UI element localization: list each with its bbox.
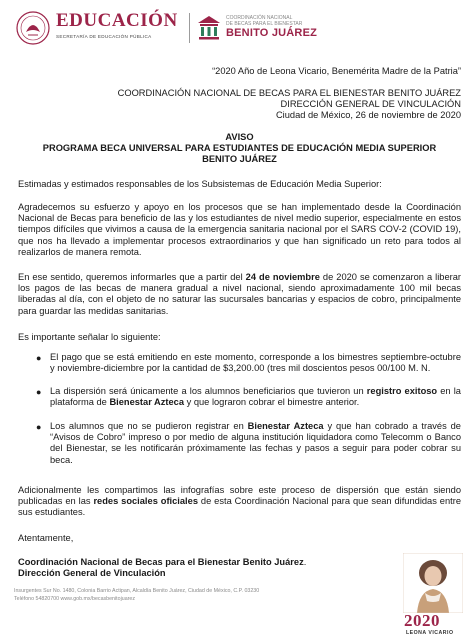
bullet-dot-icon: ● xyxy=(36,353,42,363)
year-motto: “2020 Año de Leona Vicario, Benemérita Madre de la Patria” xyxy=(212,66,461,76)
paragraph-3: Adicionalmente les compartimos las infografías sobre este proceso de dispersión que están siendo publicadas en las redes sociales oficiales de esta Coordinación Nacional para que sean difundidas entre sus estudiantes. xyxy=(18,485,461,518)
program-title: PROGRAMA BECA UNIVERSAL PARA ESTUDIANTES DE EDUCACIÓN MEDIA SUPERIOR xyxy=(42,143,437,153)
bullet-item-3: ● Los alumnos que no se pudieron registrar en Bienestar Azteca y que han cobrado a través de “Avisos de Cobro” impreso o por medio de alguna institución liquidadora como Telecomm o Banco del Bienestar, se les notificarán próximamente las fechas y pasos a seguir para poder cobrar su beca. xyxy=(36,421,461,465)
greeting: Estimadas y estimados responsables de los Subsistemas de Educación Media Superior: xyxy=(18,179,382,189)
bullet-item-1: ● El pago que se está emitiendo en este momento, corresponde a los bimestres septiembre-octubre y noviembre-diciembre por la cantidad de $3,200.00 (tres mil doscientos pesos 00/100 M. N. xyxy=(36,352,461,374)
place-date: Ciudad de México, 26 de noviembre de 2020 xyxy=(275,110,461,120)
cnb-title: BENITO JUÁREZ xyxy=(226,27,318,39)
paragraph-2: En ese sentido, queremos informarles que a partir del 24 de noviembre de 2020 se comenzaron a liberar los pagos de las becas de manera gradual a nivel nacional, siendo aproximadamente 100 mil becas liberadas al día, con el objeto de no saturar las sucursales bancarias y espacios de cobro, principalmente para guardar las medidas sanitarias. xyxy=(18,272,462,316)
notice-title: AVISO xyxy=(225,132,254,142)
signature-line-1: Coordinación Nacional de Becas para el Bienestar Benito Juárez. xyxy=(18,557,307,567)
national-emblem-icon xyxy=(14,10,52,46)
leona-vicario-portrait-icon xyxy=(403,553,463,613)
cnb-subtitle: COORDINACIÓN NACIONAL DE BECAS PARA EL BIENESTAR xyxy=(226,15,303,27)
footer-address: Insurgentes Sur No. 1480, Colonia Barrio Actipan, Alcaldía Benito Juárez, Ciudad de México, C.P. 03230 xyxy=(14,588,260,594)
bullet-dot-icon: ● xyxy=(36,422,42,432)
letterhead-header xyxy=(14,8,474,48)
important-intro: Es importante señalar lo siguiente: xyxy=(18,332,161,342)
program-title-2: BENITO JUÁREZ xyxy=(202,154,277,164)
footer-contact: Teléfono 54820700 www.gob.mx/becasbenitojuarez xyxy=(14,596,136,602)
sep-subtitle: SECRETARÍA DE EDUCACIÓN PÚBLICA xyxy=(56,34,152,39)
signature-line-2: Dirección General de Vinculación xyxy=(18,568,166,578)
paragraph-1: Agradecemos su esfuerzo y apoyo en los procesos que se han implementado desde la Coordinación Nacional de Becas para beneficio de las y los estudiantes de nivel medio superior, especialmente en estos tiempos difíciles que vivimos a causa de la emergencia sanitaria nacional por el SARS COV-2 (COVID 19), que nos ha llevado a implementar procesos extraordinarios y que han significado un reto para todos al realizarlos de manera remota. xyxy=(18,202,461,257)
sep-title: EDUCACIÓN xyxy=(56,10,178,31)
closing: Atentamente, xyxy=(18,533,74,543)
org-line-1: COORDINACIÓN NACIONAL DE BECAS PARA EL BIENESTAR BENITO JUÁREZ xyxy=(117,88,461,98)
org-line-2: DIRECCIÓN GENERAL DE VINCULACIÓN xyxy=(280,99,461,109)
header-divider xyxy=(189,13,190,43)
badge-name: LEONA VICARIO xyxy=(406,630,454,636)
becas-building-icon xyxy=(196,14,222,42)
bullet-dot-icon: ● xyxy=(36,387,42,397)
badge-year: 2020 xyxy=(404,611,440,630)
bullet-item-2: ● La dispersión será únicamente a los alumnos beneficiarios que tuvieron un registro exitoso en la plataforma de Bienestar Azteca y que lograron cobrar el bimestre anterior. xyxy=(36,386,461,408)
